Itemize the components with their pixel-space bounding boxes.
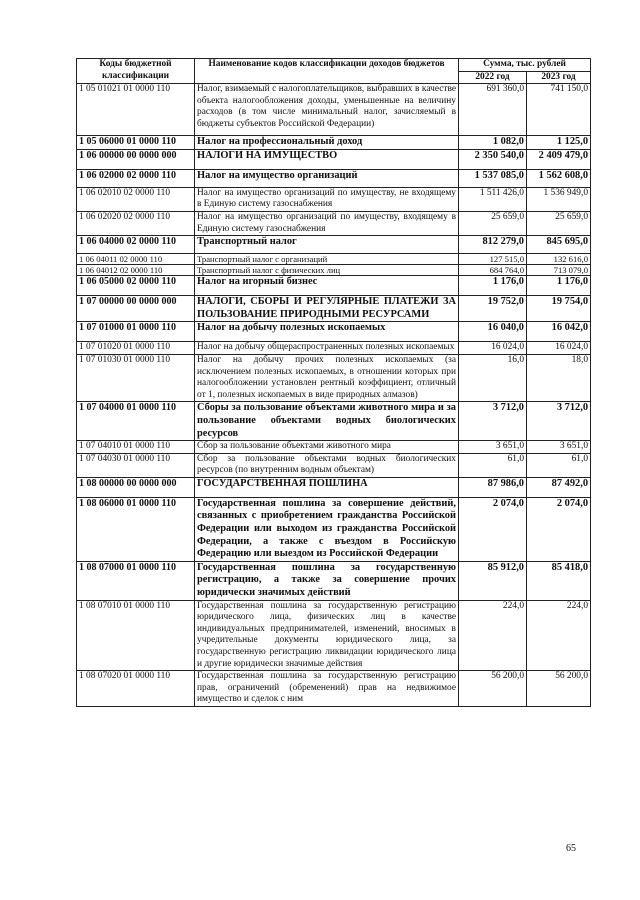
table-row: [77, 561, 591, 600]
row-name: Налог, взимаемый с налогоплательщиков, выбравших в качестве объекта налогообложения доходы, уменьшенные на величину расходов (в том числе минимальный налог, зачисляемый в бюджеты субъектов Российской Федерации): [195, 84, 459, 136]
row-code: 1 07 04030 01 0000 110: [77, 453, 195, 477]
row-value-2023: 3 712,0: [527, 402, 591, 441]
row-code: 1 06 04000 02 0000 110: [77, 236, 195, 254]
row-value-2023: 132 616,0: [527, 254, 591, 265]
table-row: [77, 136, 591, 150]
row-value-2022: 3 712,0: [459, 402, 527, 441]
table-row: [77, 600, 591, 671]
table-row: [77, 276, 591, 296]
row-value-2023: 61,0: [527, 453, 591, 477]
row-value-2022: 2 350 540,0: [459, 149, 527, 169]
row-value-2022: 127 515,0: [459, 254, 527, 265]
row-name: Налог на имущество организаций по имуществу, входящему в Единую систему газоснабжения: [195, 211, 459, 235]
row-code: 1 08 06000 01 0000 110: [77, 497, 195, 561]
row-name: Сбор за пользование объектами животного мира: [195, 441, 459, 454]
row-value-2023: 713 079,0: [527, 265, 591, 276]
row-value-2022: 2 074,0: [459, 497, 527, 561]
row-code: 1 07 00000 00 0000 000: [77, 296, 195, 322]
row-code: 1 06 04012 02 0000 110: [77, 265, 195, 276]
row-code: 1 07 01020 01 0000 110: [77, 342, 195, 355]
row-code: 1 07 04000 01 0000 110: [77, 402, 195, 441]
row-value-2023: 741 150,0: [527, 84, 591, 136]
header-year-2022: 2022 год: [459, 71, 527, 84]
page-number: 65: [566, 843, 576, 854]
row-value-2023: 16 024,0: [527, 342, 591, 355]
row-code: 1 06 04011 02 0000 110: [77, 254, 195, 265]
table-row: [77, 453, 591, 477]
row-code: 1 06 05000 02 0000 110: [77, 276, 195, 296]
row-value-2023: 1 176,0: [527, 276, 591, 296]
row-name: Государственная пошлина за государственную регистрацию юридического лица, физических лиц в качестве индивидуальных предпринимателей, изменений, вносимых в учредительные документы юридического лица, за государственную регистрацию ликвидации юридического лица и другие юридически значимые действия: [195, 600, 459, 671]
row-value-2022: 1 082,0: [459, 136, 527, 150]
table-row: [77, 169, 591, 187]
header-code-column: Коды бюджетной классификации: [77, 59, 195, 84]
row-value-2023: 85 418,0: [527, 561, 591, 600]
row-value-2022: 19 752,0: [459, 296, 527, 322]
row-code: 1 07 01030 01 0000 110: [77, 354, 195, 401]
row-value-2023: 1 562 608,0: [527, 169, 591, 187]
header-year-2023: 2023 год: [527, 71, 591, 84]
table-row: [77, 254, 591, 265]
row-value-2022: 87 986,0: [459, 477, 527, 497]
row-value-2023: 224,0: [527, 600, 591, 671]
row-value-2023: 1 125,0: [527, 136, 591, 150]
row-name: Государственная пошлина за совершение действий, связанных с приобретением гражданства Российской Федерации или выходом из гражданства Российской Федерации, а также с въездом в Российскую Федерацию или выездом из Российской Федерации: [195, 497, 459, 561]
table-header-row: [77, 59, 591, 72]
row-value-2022: 56 200,0: [459, 671, 527, 707]
row-name: Государственная пошлина за государственную регистрацию, а также за совершение прочих юридически значимых действий: [195, 561, 459, 600]
row-value-2023: 19 754,0: [527, 296, 591, 322]
row-name: Транспортный налог: [195, 236, 459, 254]
table-row: [77, 402, 591, 441]
row-value-2022: 85 912,0: [459, 561, 527, 600]
row-name: Налог на добычу полезных ископаемых: [195, 322, 459, 342]
row-code: 1 07 04010 01 0000 110: [77, 441, 195, 454]
row-value-2023: 3 651,0: [527, 441, 591, 454]
table-row: [77, 441, 591, 454]
row-name: Налог на имущество организаций по имуществу, не входящему в Единую систему газоснабжения: [195, 187, 459, 211]
row-name: ГОСУДАРСТВЕННАЯ ПОШЛИНА: [195, 477, 459, 497]
row-value-2023: 56 200,0: [527, 671, 591, 707]
row-name: НАЛОГИ, СБОРЫ И РЕГУЛЯРНЫЕ ПЛАТЕЖИ ЗА ПОЛЬЗОВАНИЕ ПРИРОДНЫМИ РЕСУРСАМИ: [195, 296, 459, 322]
row-value-2022: 61,0: [459, 453, 527, 477]
row-value-2022: 684 764,0: [459, 265, 527, 276]
row-value-2022: 16,0: [459, 354, 527, 401]
revenue-table-sheet: [76, 58, 591, 707]
table-row: [77, 296, 591, 322]
row-name: Государственная пошлина за государственную регистрацию прав, ограничений (обременений) прав на недвижимое имущество и сделок с ним: [195, 671, 459, 707]
row-value-2022: 691 360,0: [459, 84, 527, 136]
row-name: Налог на профессиональный доход: [195, 136, 459, 150]
row-value-2023: 16 042,0: [527, 322, 591, 342]
row-value-2023: 25 659,0: [527, 211, 591, 235]
row-value-2022: 1 537 085,0: [459, 169, 527, 187]
table-row: [77, 497, 591, 561]
table-row: [77, 354, 591, 401]
header-sum-column: Сумма, тыс. рублей: [459, 59, 591, 72]
row-code: 1 06 02010 02 0000 110: [77, 187, 195, 211]
table-row: [77, 342, 591, 355]
row-value-2023: 2 074,0: [527, 497, 591, 561]
row-value-2022: 16 024,0: [459, 342, 527, 355]
row-value-2022: 25 659,0: [459, 211, 527, 235]
table-row: [77, 149, 591, 169]
row-name: Сбор за пользование объектами водных биологических ресурсов (по внутренним водным объектам): [195, 453, 459, 477]
budget-revenue-table: [76, 58, 591, 707]
row-code: 1 06 02000 02 0000 110: [77, 169, 195, 187]
row-value-2022: 1 176,0: [459, 276, 527, 296]
row-value-2022: 16 040,0: [459, 322, 527, 342]
table-row: [77, 84, 591, 136]
row-value-2023: 18,0: [527, 354, 591, 401]
row-code: 1 05 01021 01 0000 110: [77, 84, 195, 136]
row-name: Налог на игорный бизнес: [195, 276, 459, 296]
row-name: Налог на имущество организаций: [195, 169, 459, 187]
row-name: Транспортный налог с организаций: [195, 254, 459, 265]
row-value-2022: 224,0: [459, 600, 527, 671]
table-row: [77, 236, 591, 254]
row-code: 1 08 07000 01 0000 110: [77, 561, 195, 600]
table-row: [77, 211, 591, 235]
row-name: Налог на добычу общераспространенных полезных ископаемых: [195, 342, 459, 355]
table-row: [77, 671, 591, 707]
row-code: 1 07 01000 01 0000 110: [77, 322, 195, 342]
row-code: 1 06 00000 00 0000 000: [77, 149, 195, 169]
row-name: НАЛОГИ НА ИМУЩЕСТВО: [195, 149, 459, 169]
table-row: [77, 322, 591, 342]
row-code: 1 08 00000 00 0000 000: [77, 477, 195, 497]
row-value-2022: 1 511 426,0: [459, 187, 527, 211]
table-row: [77, 187, 591, 211]
row-value-2022: 3 651,0: [459, 441, 527, 454]
row-value-2023: 845 695,0: [527, 236, 591, 254]
row-value-2022: 812 279,0: [459, 236, 527, 254]
row-code: 1 08 07020 01 0000 110: [77, 671, 195, 707]
table-row: [77, 477, 591, 497]
row-value-2023: 1 536 949,0: [527, 187, 591, 211]
row-code: 1 05 06000 01 0000 110: [77, 136, 195, 150]
row-code: 1 08 07010 01 0000 110: [77, 600, 195, 671]
row-name: Сборы за пользование объектами животного мира и за пользование объектами водных биологических ресурсов: [195, 402, 459, 441]
header-name-column: Наименование кодов классификации доходов бюджетов: [195, 59, 459, 84]
row-code: 1 06 02020 02 0000 110: [77, 211, 195, 235]
row-name: Налог на добычу прочих полезных ископаемых (за исключением полезных ископаемых, в отношении которых при налогообложении установлен рентный коэффициент, отличный от 1, полезных ископаемых в виде природных алмазов): [195, 354, 459, 401]
row-value-2023: 2 409 479,0: [527, 149, 591, 169]
row-value-2023: 87 492,0: [527, 477, 591, 497]
row-name: Транспортный налог с физических лиц: [195, 265, 459, 276]
table-row: [77, 265, 591, 276]
